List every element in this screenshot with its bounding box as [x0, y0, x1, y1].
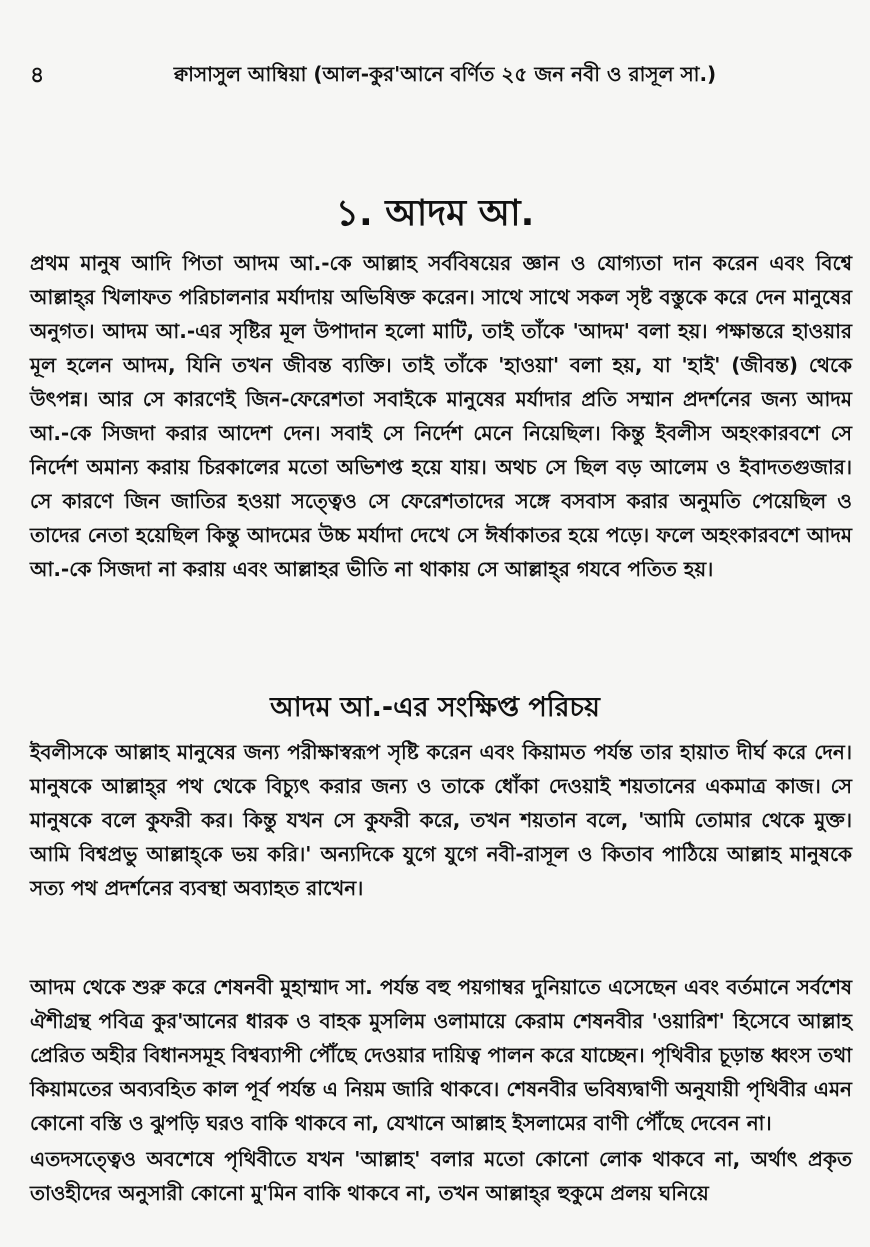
section-heading: আদম আ.-এর সংক্ষিপ্ত পরিচয়: [270, 692, 600, 723]
paragraph-3: আদম থেকে শুরু করে শেষনবী মুহাম্মাদ সা. পর্যন্ত বহু পয়গাম্বর দুনিয়াতে এসেছেন এবং বর্তমানে সর্বশেষ ঐশীগ্রন্থ পবিত্র কুর'আনের ধারক ও বাহক মুসলিম ওলামায়ে কেরাম শেষনবীর 'ওয়ারিশ' হিসেবে আল্লাহ প্রেরিত অহীর বিধানসমূহ বিশ্বব্যাপী পৌঁছে দেওয়ার দায়িত্ব পালন করে যাচ্ছেন। পৃথিবীর চূড়ান্ত ধ্বংস তথা কিয়ামতের অব্যবহিত কাল পূর্ব পর্যন্ত এ নিয়ম জারি থাকবে। শেষনবীর ভবিষ্যদ্বাণী অনুযায়ী পৃথিবীর এমন কোনো বস্তি ও ঝুপড়ি ঘরও বাকি থাকবে না, যেখানে আল্লাহ ইসলামের বাণী পৌঁছে দেবেন না।: [30, 975, 852, 1135]
chapter-title: ১. আদম আ.: [335, 193, 535, 234]
page-number: ৪: [30, 62, 45, 88]
running-head: ক্বাসাসুল আম্বিয়া (আল-কুর'আনে বর্ণিত ২৫ জন নবী ও রাসূল সা.): [173, 61, 717, 86]
page-header: [30, 58, 840, 94]
paragraph-2: ইবলীসকে আল্লাহ মানুষের জন্য পরীক্ষাস্বরূপ সৃষ্টি করেন এবং কিয়ামত পর্যন্ত তার হায়াত দীর্ঘ করে দেন। মানুষকে আল্লাহ্‌র পথ থেকে বিচ্যুৎ করার জন্য ও তাকে ধোঁকা দেওয়াই শয়তানের একমাত্র কাজ। সে মানুষকে বলে কুফরী কর। কিন্তু যখন সে কুফরী করে, তখন শয়তান বলে, 'আমি তোমার থেকে মুক্ত। আমি বিশ্বপ্রভু আল্লাহ্‌কে ভয় করি।' অন্যদিকে যুগে যুগে নবী-রাসূল ও কিতাব পাঠিয়ে আল্লাহ মানুষকে সত্য পথ প্রদর্শনের ব্যবস্থা অব্যাহত রাখেন।: [30, 740, 852, 900]
paragraph-1: প্রথম মানুষ আদি পিতা আদম আ.-কে আল্লাহ সর্ববিষয়ের জ্ঞান ও যোগ্যতা দান করেন এবং বিশ্বে আল্লাহ্‌র খিলাফত পরিচালনার মর্যাদায় অভিষিক্ত করেন। সাথে সাথে সকল সৃষ্ট বস্তুকে করে দেন মানুষের অনুগত। আদম আ.-এর সৃষ্টির মূল উপাদান হলো মাটি, তাই তাঁকে 'আদম' বলা হয়। পক্ষান্তরে হাওয়ার মূল হলেন আদম, যিনি তখন জীবন্ত ব্যক্তি। তাই তাঁকে 'হাওয়া' বলা হয়, যা 'হাই' (জীবন্ত) থেকে উৎপন্ন। আর সে কারণেই জিন-ফেরেশতা সবাইকে মানুষের মর্যাদার প্রতি সম্মান প্রদর্শনের জন্য আদম আ.-কে সিজদা করার আদেশ দেন। সবাই সে নির্দেশ মেনে নিয়েছিল। কিন্তু ইবলীস অহংকারবশে সে নির্দেশ অমান্য করায় চিরকালের মতো অভিশপ্ত হয়ে যায়। অথচ সে ছিল বড় আলেম ও ইবাদতগুজার। সে কারণে জিন জাতির হওয়া সত্ত্বেও সে ফেরেশতাদের সঙ্গে বসবাস করার অনুমতি পেয়েছিল ও তাদের নেতা হয়েছিল কিন্তু আদমের উচ্চ মর্যাদা দেখে সে ঈর্ষাকাতর হয়ে পড়ে। ফলে অহংকারবশে আদম আ.-কে সিজদা না করায় এবং আল্লাহর ভীতি না থাকায় সে আল্লাহ্‌র গযবে পতিত হয়।: [30, 251, 852, 581]
paragraph-4: এতদসত্ত্বেও অবশেষে পৃথিবীতে যখন 'আল্লাহ' বলার মতো কোনো লোক থাকবে না, অর্থাৎ প্রকৃত তাওহীদের অনুসারী কোনো মু'মিন বাকি থাকবে না, তখন আল্লাহ্‌র হুকুমে প্রলয় ঘনিয়ে: [30, 1147, 852, 1205]
